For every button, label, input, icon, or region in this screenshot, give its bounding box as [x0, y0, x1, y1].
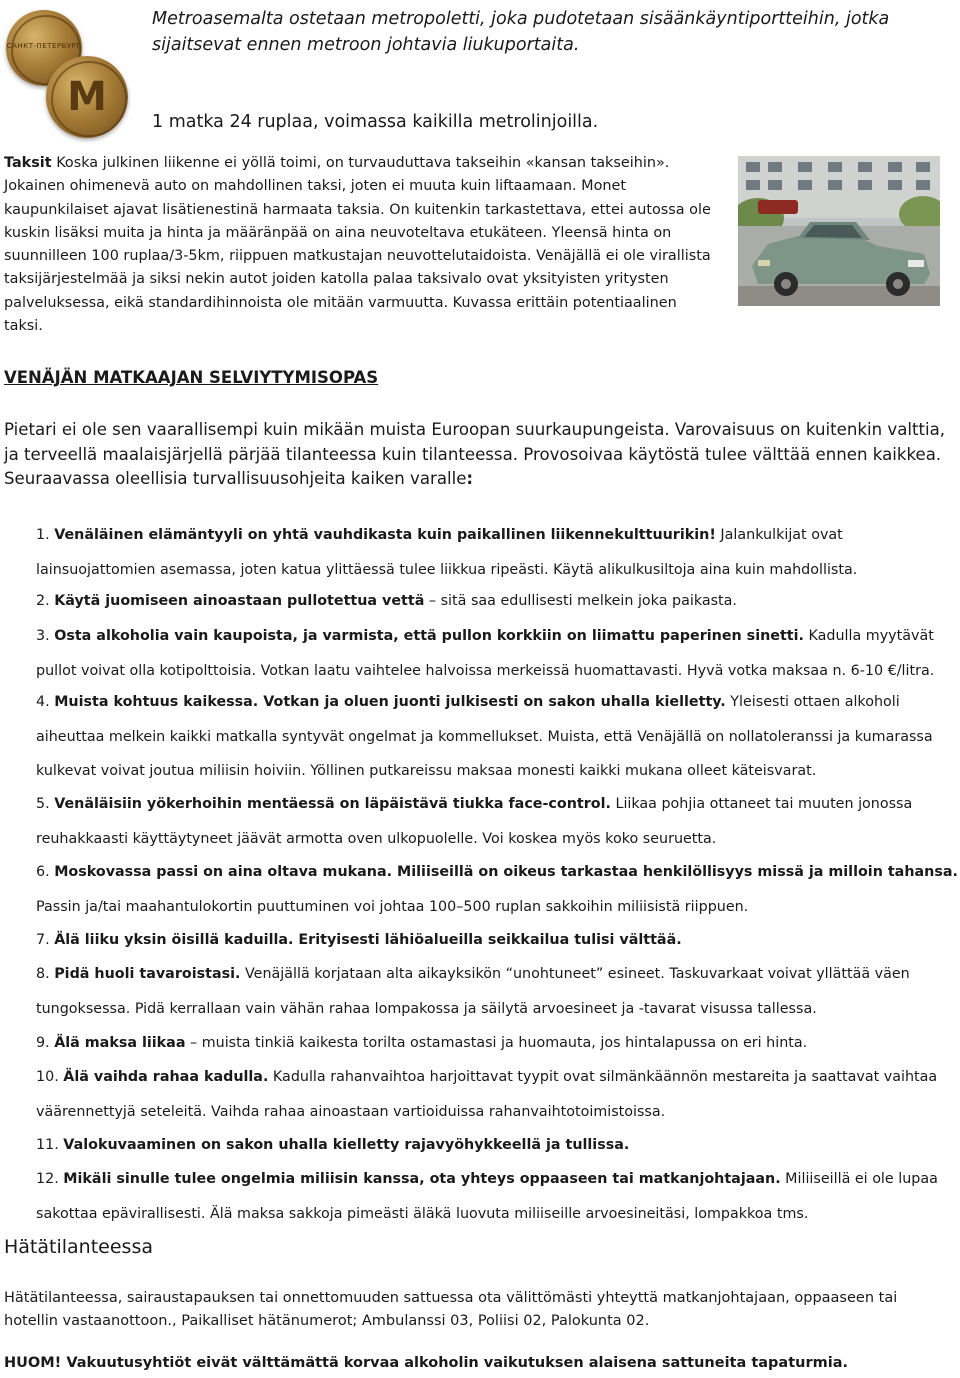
list-item — [36, 787, 960, 856]
metro-token-coin-bottom — [46, 56, 128, 138]
list-item-text: Kadulla myytävät pullot voivat olla kotipolttoisia. Votkan laatu vaihtelee halvoissa merkeissä huomattavasti. Hyvä votka maksaa n. 6-10 €/litra. — [36, 628, 935, 679]
list-item-number: 2. — [36, 593, 55, 609]
taxi-car-illustration — [738, 156, 940, 306]
list-item — [36, 1060, 960, 1129]
list-item-bold: Valokuvaaminen on sakon uhalla kielletty rajavyöhykkeellä ja tullissa. — [63, 1137, 630, 1153]
list-item-bold: Älä liiku yksin öisillä kaduilla. Erityisesti lähiöalueilla seikkailua tulisi välttää. — [54, 932, 682, 948]
list-item-number: 4. — [36, 694, 55, 710]
emergency-text: Hätätilanteessa, sairaustapauksen tai onnettomuuden sattuessa ota välittömästi yhteyttä matkanjohtajaan, oppaaseen tai hotellin vastaanottoon., Paikalliset hätänumerot; Ambulanssi 03, Poliisi 02, Palokunta 02. — [4, 1290, 898, 1329]
list-item-number: 5. — [36, 796, 55, 812]
taxi-paragraph — [4, 152, 716, 338]
list-item-text: – muista tinkiä kaikesta torilta ostamastasi ja huomauta, jos hintalapussa on eri hinta. — [185, 1035, 808, 1051]
list-item — [36, 685, 960, 789]
guide-intro — [4, 418, 960, 492]
list-item — [36, 1128, 960, 1163]
guide-heading: VENÄJÄN MATKAAJAN SELVIYTYMISOPAS — [4, 368, 379, 387]
list-item-bold: Venäläisiin yökerhoihin mentäessä on läpäistävä tiukka face-control. — [54, 796, 611, 812]
metro-intro-text: Metroasemalta ostetaan metropoletti, joka pudotetaan sisäänkäyntiportteihin, jotka sijaitsevat ennen metroon johtavia liukuportaita. — [152, 9, 890, 55]
guide-intro-text: Pietari ei ole sen vaarallisempi kuin mikään muista Euroopan suurkaupungeista. Varovaisuus on kuitenkin valttia, ja terveellä maalaisjärjellä pärjää tilanteessa kuin tilanteessa. Provosoivaa käytöstä tulee välttää ennen kaikkea. Seuraavassa oleellisia turvallisuusohjeita kaiken varalle — [4, 420, 946, 488]
list-item-text: Venäjällä korjataan alta aikayksikön “unohtuneet” esineet. Taskuvarkaat voivat yllättää väen tungoksessa. Pidä kerrallaan vain vähän rahaa lompakossa ja säilytä arvoesineet ja -tavarat visussa tallessa. — [36, 966, 910, 1017]
list-item-text: Kadulla rahanvaihtoa harjoittavat tyypit ovat silmänkäännön mestareita ja saattavat vaihtaa väärennettyjä seteleitä. Vaihda rahaa ainoastaan vartioiduissa rahanvaihtotoimistoissa. — [36, 1069, 938, 1120]
list-item-bold: Venäläinen elämäntyyli on yhtä vauhdikasta kuin paikallinen liikennekulttuurikin! — [54, 527, 716, 543]
list-item-bold: Muista kohtuus kaikessa. Votkan ja oluen juonti julkisesti on sakon uhalla kielletty. — [54, 694, 726, 710]
list-item-bold: Mikäli sinulle tulee ongelmia miliisin kanssa, ota yhteys oppaaseen tai matkanjohtajaan. — [63, 1171, 781, 1187]
emergency-heading: Hätätilanteessa — [4, 1236, 153, 1258]
list-item-bold: Älä maksa liikaa — [54, 1035, 186, 1051]
list-item-bold: Älä vaihda rahaa kadulla. — [63, 1069, 269, 1085]
list-item — [36, 957, 960, 1026]
taxi-car-photo — [738, 156, 940, 306]
list-item — [36, 584, 960, 619]
list-item-number: 1. — [36, 527, 55, 543]
list-item-bold: Käytä juomiseen ainoastaan pullotettua vettä — [54, 593, 425, 609]
list-item-number: 9. — [36, 1035, 55, 1051]
list-item — [36, 619, 960, 688]
list-item-number: 10. — [36, 1069, 64, 1085]
list-item-number: 7. — [36, 932, 55, 948]
list-item-number: 3. — [36, 628, 55, 644]
list-item-number: 12. — [36, 1171, 64, 1187]
list-item — [36, 923, 960, 958]
taxi-label: Taksit — [4, 155, 52, 171]
list-item — [36, 855, 960, 924]
list-item-number: 6. — [36, 864, 55, 880]
list-item-text: – sitä saa edullisesti melkein joka paikasta. — [424, 593, 737, 609]
insurance-warning: HUOM! Vakuutusyhtiöt eivät välttämättä korvaa alkoholin vaikutuksen alaisena sattuneita tapaturmia. — [4, 1355, 848, 1371]
list-item-text: Jalankulkijat ovat lainsuojattomien asemassa, joten katua ylittäessä tulee liikkua ripeästi. Käytä alikulkusiltoja aina kuin mahdollista. — [36, 527, 858, 578]
list-item — [36, 518, 960, 587]
list-item-number: 11. — [36, 1137, 64, 1153]
metro-logo-icon: М — [67, 74, 107, 120]
coin-inscription: САНКТ-ПЕТЕРБУРГ — [6, 42, 82, 50]
list-item-text: Passin ja/tai maahantulokortin puuttuminen voi johtaa 100–500 ruplan sakkoihin miliisistä riippuen. — [36, 898, 749, 915]
taxi-text: Koska julkinen liikenne ei yöllä toimi, on turvauduttava takseihin «kansan takseihin». Jokainen ohimenevä auto on mahdollinen taksi, joten ei muuta kuin liftaamaan. Monet kaupunkilaiset ajavat lisätienestinä harmaata taksia. On kuitenkin tarkastettava, ettei autossa ole kuskin lisäksi muita ja hinta ja määränpää on aina neuvoteltava etukäteen. Yleensä hinta on suunnilleen 100 ruplaa/3-5km, riippuen matkustajan neuvottelutaidoista. Venäjällä ei ole virallista taksijärjestelmää ja siksi nekin autot joiden katolla palaa taksivalo ovat yksityisten yritysten palveluksessa, eikä standardihinnoista ole mitään varmuutta. Kuvassa erittäin potentiaalinen taksi. — [4, 155, 711, 335]
guide-intro-colon: : — [466, 469, 474, 488]
list-item-text: Yleisesti ottaen alkoholi aiheuttaa melkein kaikki matkalla syntyvät ongelmat ja kommellukset. Muista, että Venäjällä on nollatoleranssi ja kumarassa kulkevat voivat joutua miliisin hoiviin. Yöllinen putkareissu maksaa monesti kaikki mukana olleet käteisvarat. — [36, 694, 933, 779]
list-item-bold: Pidä huoli tavaroistasi. — [54, 966, 241, 982]
list-item-bold: Moskovassa passi on aina oltava mukana. Miliiseillä on oikeus tarkastaa henkilöllisyys missä ja milloin tahansa. — [54, 864, 958, 880]
list-item-text: Liikaa pohjia ottaneet tai muuten jonossa reuhakkaasti käyttäytyneet jäävät armotta oven ulkopuolelle. Voi koskea myös koko seuruetta. — [36, 796, 913, 847]
metro-price-text: 1 matka 24 ruplaa, voimassa kaikilla metrolinjoilla. — [152, 112, 599, 132]
list-item — [36, 1026, 960, 1061]
list-item-number: 8. — [36, 966, 55, 982]
list-item-text: Miliiseillä ei ole lupaa sakottaa epävirallisesti. Älä maksa sakkoja pimeästi äläkä luovuta miliiseille arvoesineitäsi, lompakkoa tms. — [36, 1171, 938, 1222]
list-item-bold: Osta alkoholia vain kaupoista, ja varmista, että pullon korkkiin on liimattu paperinen sinetti. — [54, 628, 804, 644]
list-item — [36, 1162, 960, 1231]
